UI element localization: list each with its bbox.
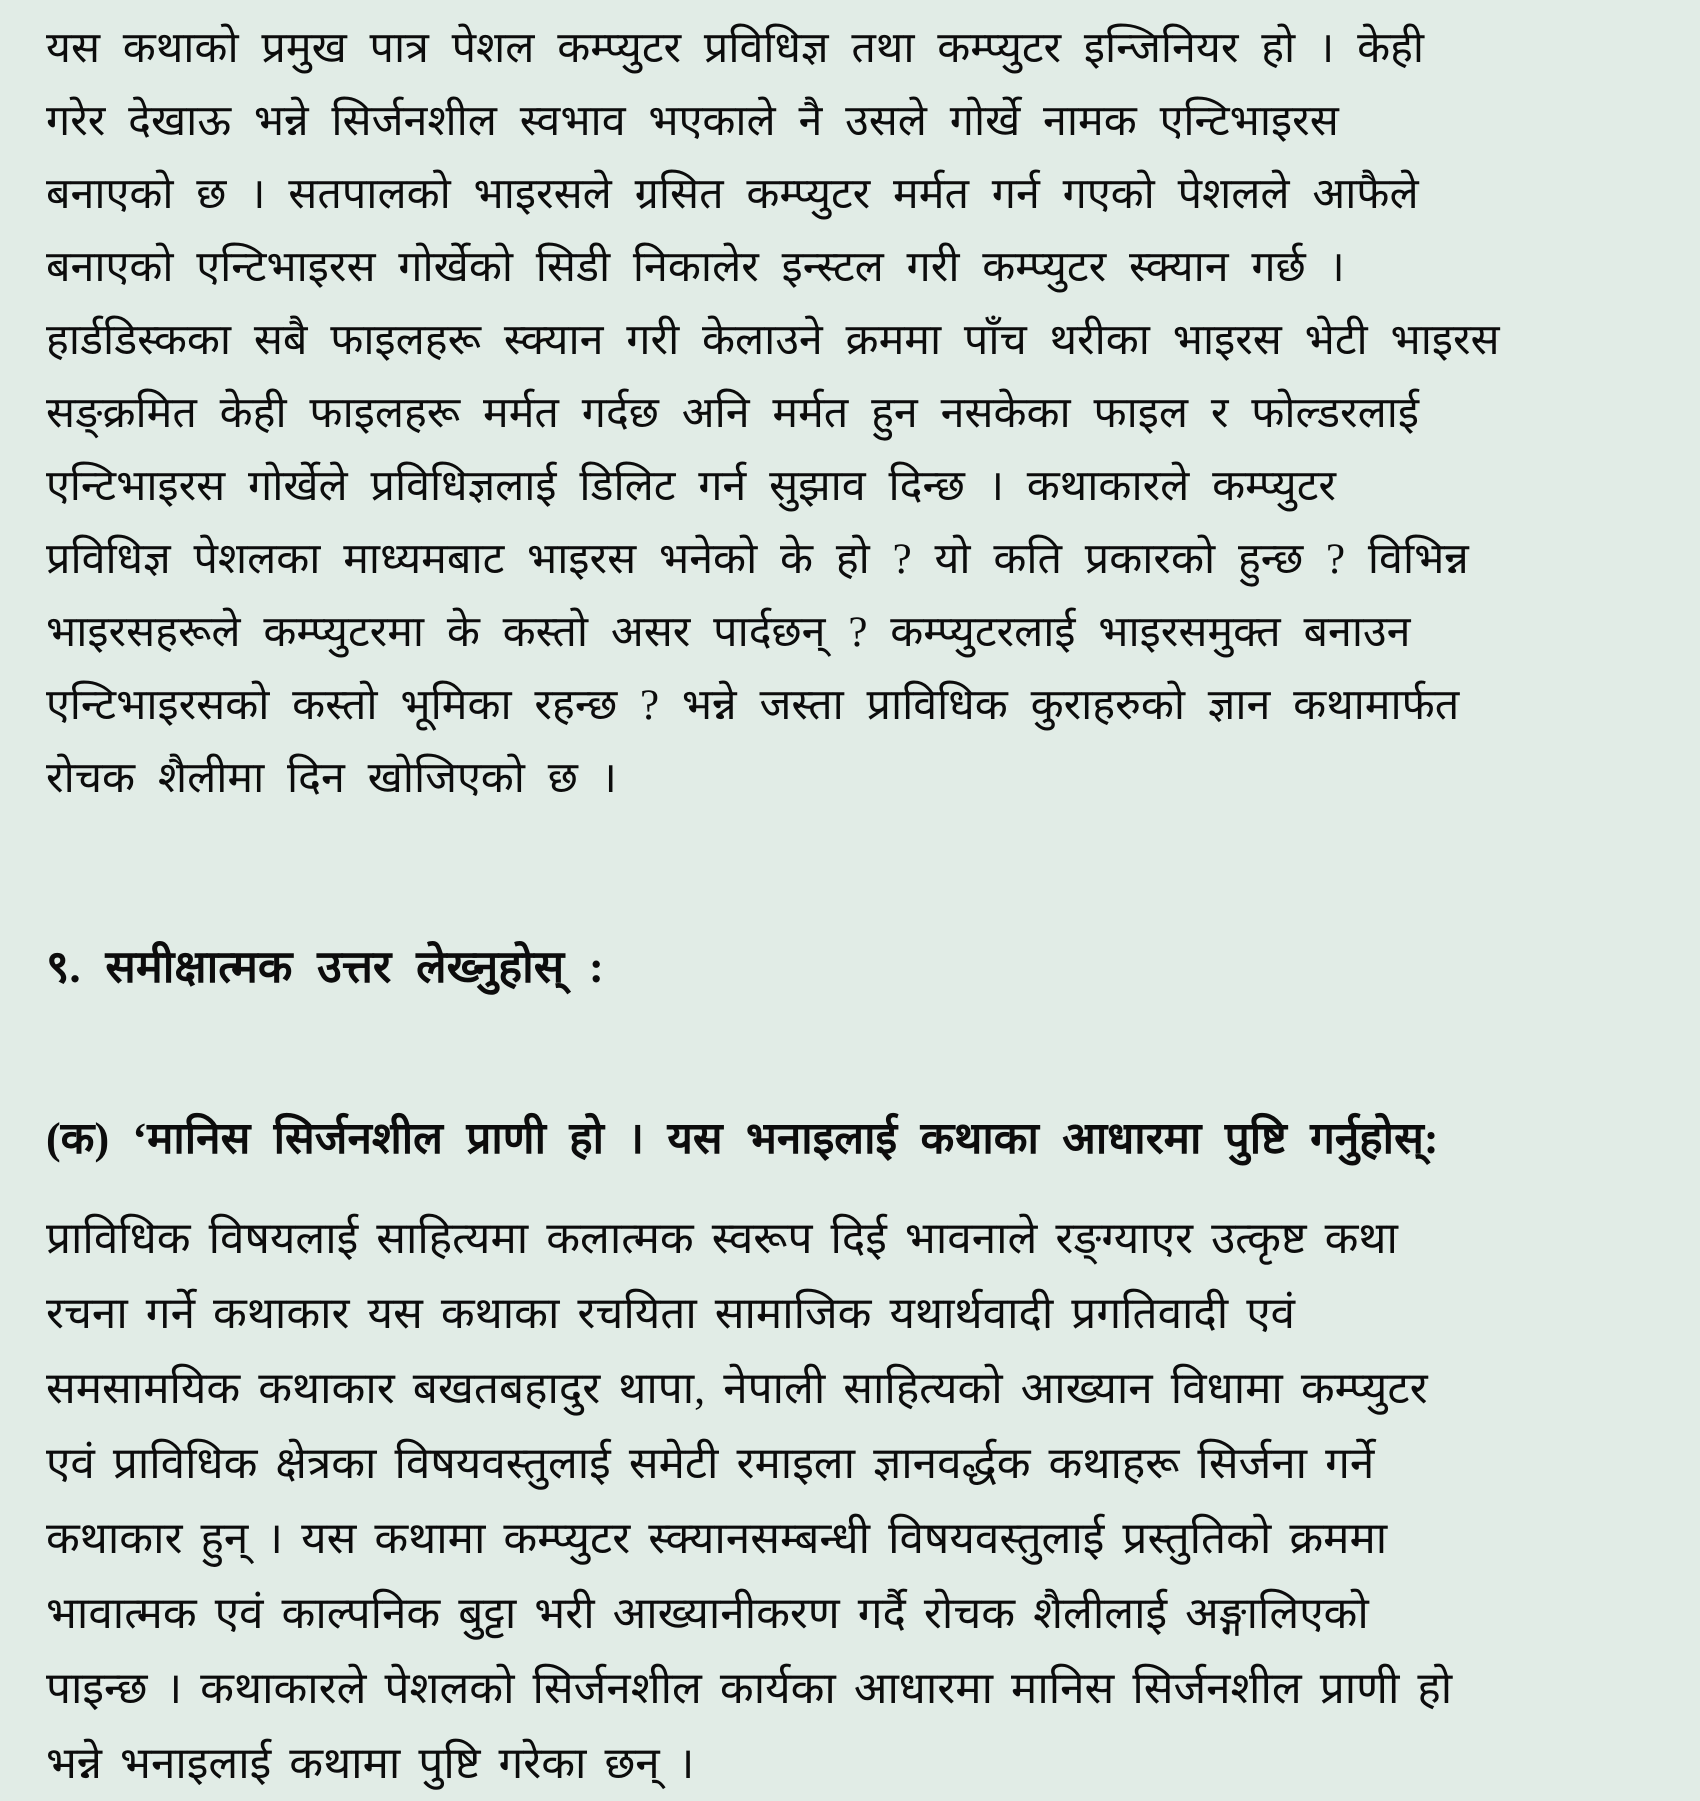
text-line: बनाएको एन्टिभाइरस गोर्खेको सिडी निकालेर इन्स्टल गरी कम्प्युटर स्क्यान गर्छ । [46, 244, 1345, 291]
text-line: कथाकार हुन् । यस कथामा कम्प्युटर स्क्यानसम्बन्धी विषयवस्तुलाई प्रस्तुतिको क्रममा [46, 1514, 1388, 1563]
text-line: भावात्मक एवं काल्पनिक बुट्टा भरी आख्यानीकरण गर्दै रोचक शैलीलाई अङ्गालिएको [46, 1589, 1369, 1638]
text-line: भाइरसहरूले कम्प्युटरमा के कस्तो असर पार्दछन् ? कम्प्युटरलाई भाइरसमुक्त बनाउन [46, 609, 1411, 656]
text-line: भन्ने भनाइलाई कथामा पुष्टि गरेका छन् । [46, 1739, 695, 1788]
text-line: पाइन्छ । कथाकारले पेशलको सिर्जनशील कार्यका आधारमा मानिस सिर्जनशील प्राणी हो [46, 1664, 1453, 1713]
question-9-heading: ९. समीक्षात्मक उत्तर लेख्नुहोस् : [46, 942, 604, 992]
text-line: हार्डडिस्कका सबै फाइलहरू स्क्यान गरी केलाउने क्रममा पाँच थरीका भाइरस भेटी भाइरस [46, 317, 1500, 364]
text-line: एन्टिभाइरस गोर्खेले प्रविधिज्ञलाई डिलिट गर्न सुझाव दिन्छ । कथाकारले कम्प्युटर [46, 463, 1336, 510]
text-line: रोचक शैलीमा दिन खोजिएको छ । [46, 755, 617, 802]
text-line: रचना गर्ने कथाकार यस कथाका रचयिता सामाजिक यथार्थवादी प्रगतिवादी एवं [46, 1289, 1296, 1338]
intro-paragraph [46, 12, 1664, 815]
text-line: समसामयिक कथाकार बखतबहादुर थापा, नेपाली साहित्यको आख्यान विधामा कम्प्युटर [46, 1364, 1428, 1413]
text-line: प्राविधिक विषयलाई साहित्यमा कलात्मक स्वरूप दिई भावनाले रङ्ग्याएर उत्कृष्ट कथा [46, 1214, 1398, 1263]
text-line: एवं प्राविधिक क्षेत्रका विषयवस्तुलाई समेटी रमाइला ज्ञानवर्द्धक कथाहरू सिर्जना गर्ने [46, 1439, 1375, 1488]
sub-question-ka-heading: (क) ‘मानिस सिर्जनशील प्राणी हो । यस भनाइलाई कथाका आधारमा पुष्टि गर्नुहोस्: [46, 1114, 1439, 1163]
text-line: सङ्क्रमित केही फाइलहरू मर्मत गर्दछ अनि मर्मत हुन नसकेका फाइल र फोल्डरलाई [46, 390, 1419, 437]
text-line: गरेर देखाऊ भन्ने सिर्जनशील स्वभाव भएकाले नै उसले गोर्खे नामक एन्टिभाइरस [46, 98, 1339, 145]
text-line: प्रविधिज्ञ पेशलका माध्यमबाट भाइरस भनेको के हो ? यो कति प्रकारको हुन्छ ? विभिन्न [46, 536, 1469, 583]
text-line: बनाएको छ । सतपालको भाइरसले ग्रसित कम्प्युटर मर्मत गर्न गएको पेशलले आफैले [46, 171, 1419, 218]
text-line: यस कथाको प्रमुख पात्र पेशल कम्प्युटर प्रविधिज्ञ तथा कम्प्युटर इन्जिनियर हो । केही [46, 25, 1425, 72]
answer-paragraph [46, 1201, 1664, 1801]
text-line: एन्टिभाइरसको कस्तो भूमिका रहन्छ ? भन्ने जस्ता प्राविधिक कुराहरुको ज्ञान कथामार्फत [46, 682, 1460, 729]
